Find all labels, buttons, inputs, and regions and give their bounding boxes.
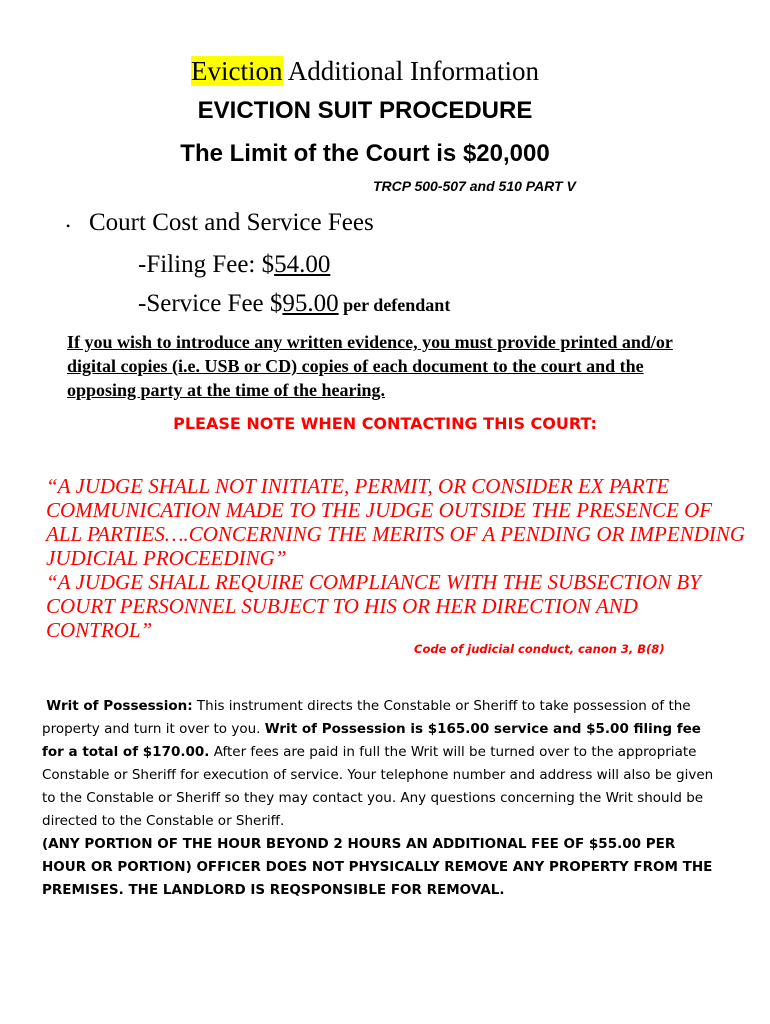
service-fee-label: -Service Fee $: [138, 290, 283, 317]
writ-of-possession-section: [42, 695, 722, 902]
title-rest: Additional Information: [282, 56, 539, 86]
service-fee-amount: 95.00: [282, 290, 339, 317]
court-limit-heading: The Limit of the Court is $20,000: [180, 140, 550, 167]
judicial-quotes: [46, 474, 746, 642]
ex-parte-quote: “A JUDGE SHALL NOT INITIATE, PERMIT, OR CONSIDER EX PARTE COMMUNICATION MADE TO THE JUDGE OUTSIDE THE PRESENCE OF ALL PARTIES….CONCERNING THE MERITS OF A PENDING OR IMPENDING JUDICIAL PROCEEDING”: [46, 474, 746, 570]
document-title: [0, 56, 730, 87]
writ-paragraph: [42, 695, 722, 833]
writ-label: Writ of Possession:: [46, 698, 193, 714]
writ-details: After fees are paid in full the Writ will be turned over to the appropriate Constable or Sheriff for execution of service. Your telephone number and address will also be given to the Constable or Sheriff so they may contact you. Any questions concerning the Writ should be directed to the Constable or Sheriff.: [42, 744, 714, 829]
highlighted-title-word: Eviction: [191, 56, 283, 86]
bullet-icon: •: [66, 219, 71, 233]
contact-note: PLEASE NOTE WHEN CONTACTING THIS COURT:: [173, 414, 597, 433]
filing-fee-line: [138, 251, 330, 279]
suit-procedure-heading: EVICTION SUIT PROCEDURE: [197, 97, 533, 124]
writ-fee-statement: Writ of Possession is $165.00 service and $5.00 filing fee for a total of $170.00.: [42, 721, 701, 760]
fees-heading: Court Cost and Service Fees: [89, 209, 374, 236]
filing-fee-amount: 54.00: [274, 251, 331, 278]
additional-fee-notice: (ANY PORTION OF THE HOUR BEYOND 2 HOURS AN ADDITIONAL FEE OF $55.00 PER HOUR OR PORTION) OFFICER DOES NOT PHYSICALLY REMOVE ANY PROPERTY FROM THE PREMISES. THE LANDLORD IS REQSPONSIBLE FOR REMOVAL.: [42, 836, 713, 898]
filing-fee-label: -Filing Fee: $: [138, 251, 275, 278]
rule-reference: TRCP 500-507 and 510 PART V: [373, 178, 576, 194]
service-fee-line: [138, 290, 450, 318]
compliance-quote: “A JUDGE SHALL REQUIRE COMPLIANCE WITH THE SUBSECTION BY COURT PERSONNEL SUBJECT TO HIS OR HER DIRECTION AND CONTROL”: [46, 570, 701, 642]
service-fee-suffix: per defendant: [338, 295, 451, 315]
canon-reference: Code of judicial conduct, canon 3, B(8): [414, 642, 665, 656]
evidence-notice: If you wish to introduce any written evidence, you must provide printed and/or digital copies (i.e. USB or CD) copies of each document to the court and the opposing party at the time of the hearing.: [67, 332, 673, 400]
writ-intro: This instrument directs the Constable or Sheriff to take possession of the property and turn it over to you.: [42, 698, 691, 737]
